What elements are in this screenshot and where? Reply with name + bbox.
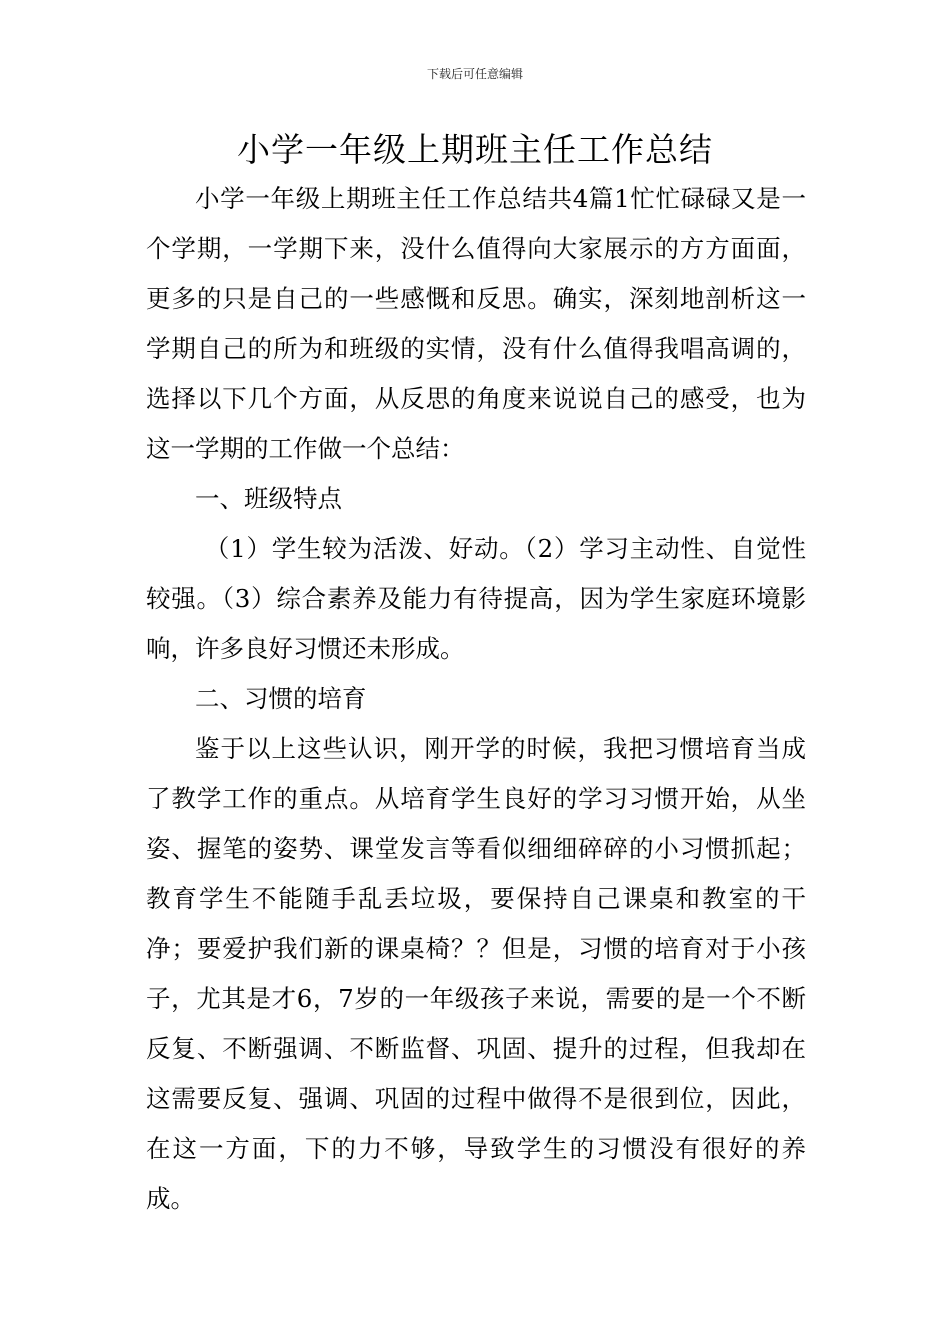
section-heading-class-features: 一、班级特点 <box>195 484 342 513</box>
section-heading-habit-training: 二、习惯的培育 <box>195 684 367 713</box>
document-title: 小学一年级上期班主任工作总结 <box>237 130 713 169</box>
header-note: 下载后可任意编辑 <box>426 67 523 81</box>
paragraph-intro: 小学一年级上期班主任工作总结共4篇1忙忙碌碌又是一个学期，一学期下来，没什么值得向大家展示的方方面面，更多的只是自己的一些感慨和反思。确实，深刻地剖析这一学期自己的所为和班级的实情，没有什么值得我唱高调的，选择以下几个方面，从反思的角度来说说自己的感受，也为这一学期的工作做一个总结： <box>146 184 806 463</box>
document-body <box>146 174 806 1224</box>
paragraph-class-features: （1）学生较为活泼、好动。（2）学习主动性、自觉性较强。（3）综合素养及能力有待提高，因为学生家庭环境影响，许多良好习惯还未形成。 <box>146 534 806 663</box>
paragraph-habit-training: 鉴于以上这些认识，刚开学的时候，我把习惯培育当成了教学工作的重点。从培育学生良好的学习习惯开始，从坐姿、握笔的姿势、课堂发言等看似细细碎碎的小习惯抓起；教育学生不能随手乱丢垃圾，要保持自己课桌和教室的干净；要爱护我们新的课桌椅？？但是，习惯的培育对于小孩子，尤其是才6，7岁的一年级孩子来说，需要的是一个不断反复、不断强调、不断监督、巩固、提升的过程，但我却在这需要反复、强调、巩固的过程中做得不是很到位，因此，在这一方面，下的力不够，导致学生的习惯没有很好的养成。 <box>146 734 806 1213</box>
